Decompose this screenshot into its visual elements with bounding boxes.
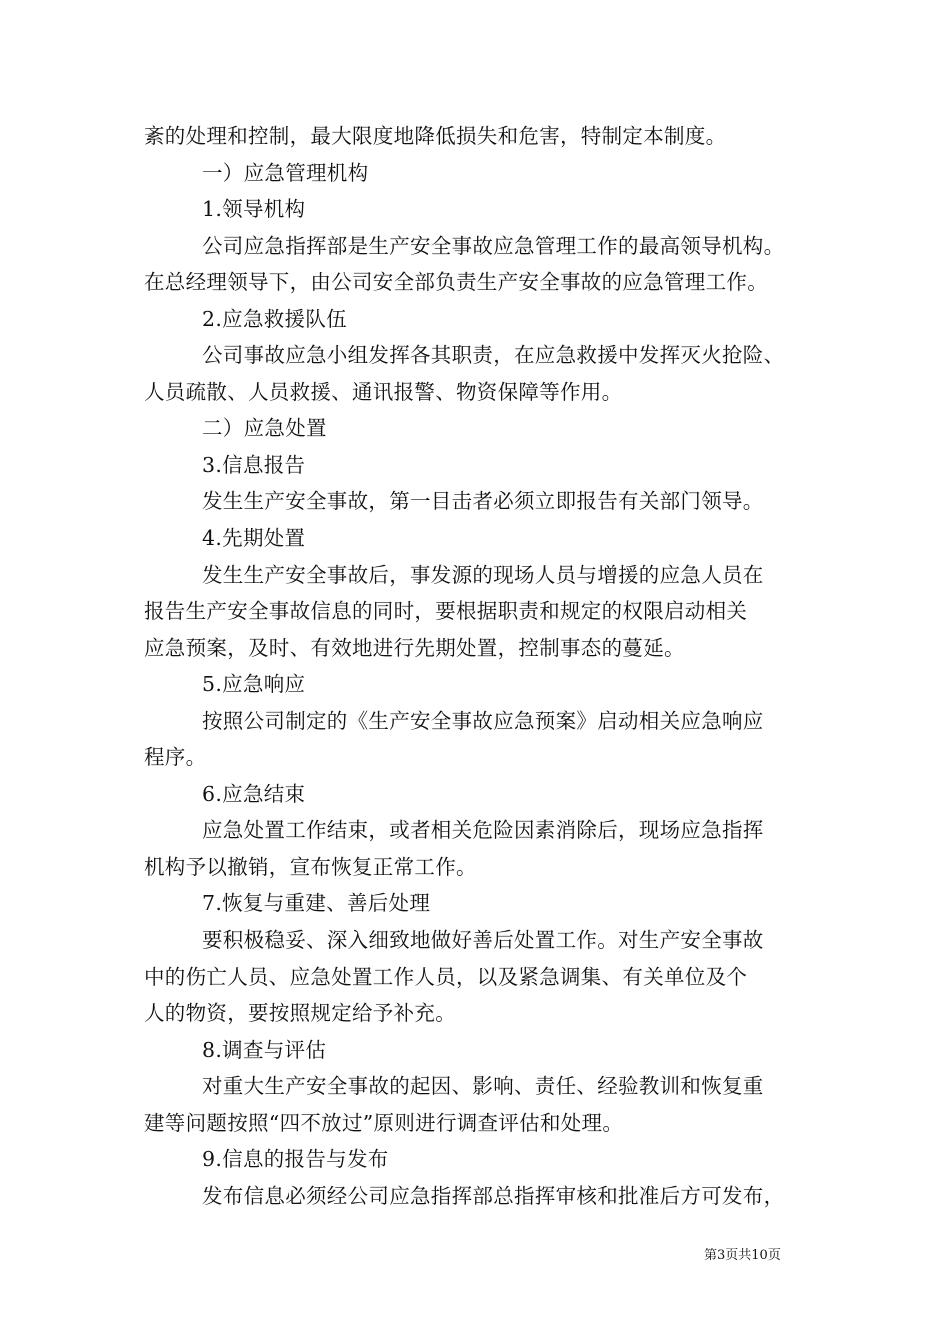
section-heading: 二）应急处置 — [202, 416, 327, 441]
text-line: 按照公司制定的《生产安全事故应急预案》启动相关应急响应 — [202, 708, 764, 733]
subsection-heading: 6.应急结束 — [202, 781, 306, 806]
text-line: 建等问题按照“四不放过”原则进行调查评估和处理。 — [144, 1110, 624, 1135]
section-heading: 一）应急管理机构 — [202, 160, 369, 185]
text-line: 对重大生产安全事故的起因、影响、责任、经验教训和恢复重 — [202, 1074, 764, 1099]
text-line: 程序。 — [144, 745, 207, 770]
subsection-heading: 9.信息的报告与发布 — [202, 1147, 389, 1172]
subsection-heading: 4.先期处置 — [202, 526, 306, 551]
subsection-heading: 7.恢复与重建、善后处理 — [202, 891, 431, 916]
text-line: 应急预案，及时、有效地进行先期处置，控制事态的蔓延。 — [144, 635, 685, 660]
text-line: 发布信息必须经公司应急指挥部总指挥审核和批准后方可发布， — [202, 1183, 785, 1208]
subsection-heading: 1.领导机构 — [202, 197, 306, 222]
text-line: 公司事故应急小组发挥各其职责，在应急救援中发挥灭火抢险、 — [202, 343, 785, 368]
text-line: 中的伤亡人员、应急处置工作人员，以及紧急调集、有关单位及个 — [144, 964, 748, 989]
subsection-heading: 3.信息报告 — [202, 452, 306, 477]
page-number: 第3页共10页 — [704, 1248, 781, 1263]
subsection-heading: 2.应急救援队伍 — [202, 306, 347, 331]
subsection-heading: 8.调查与评估 — [202, 1037, 327, 1062]
text-line: 机构予以撤销，宣布恢复正常工作。 — [144, 854, 477, 879]
text-line: 紊的处理和控制，最大限度地降低损失和危害，特制定本制度。 — [144, 124, 727, 148]
text-line: 报告生产安全事故信息的同时，要根据职责和规定的权限启动相关 — [144, 599, 748, 624]
text-line: 人员疏散、人员救援、通讯报警、物资保障等作用。 — [144, 379, 623, 404]
text-line: 公司应急指挥部是生产安全事故应急管理工作的最高领导机构。 — [202, 233, 785, 258]
text-line: 人的物资，要按照规定给予补充。 — [144, 1001, 456, 1026]
text-line: 应急处置工作结束，或者相关危险因素消除后，现场应急指挥 — [202, 818, 764, 843]
text-line: 在总经理领导下，由公司安全部负责生产安全事故的应急管理工作。 — [144, 270, 768, 295]
document-body — [144, 118, 814, 1214]
text-line: 要积极稳妥、深入细致地做好善后处置工作。对生产安全事故 — [202, 928, 764, 953]
subsection-heading: 5.应急响应 — [202, 672, 306, 697]
text-line: 发生生产安全事故，第一目击者必须立即报告有关部门领导。 — [202, 489, 764, 514]
text-line: 发生生产安全事故后，事发源的现场人员与增援的应急人员在 — [202, 562, 764, 587]
